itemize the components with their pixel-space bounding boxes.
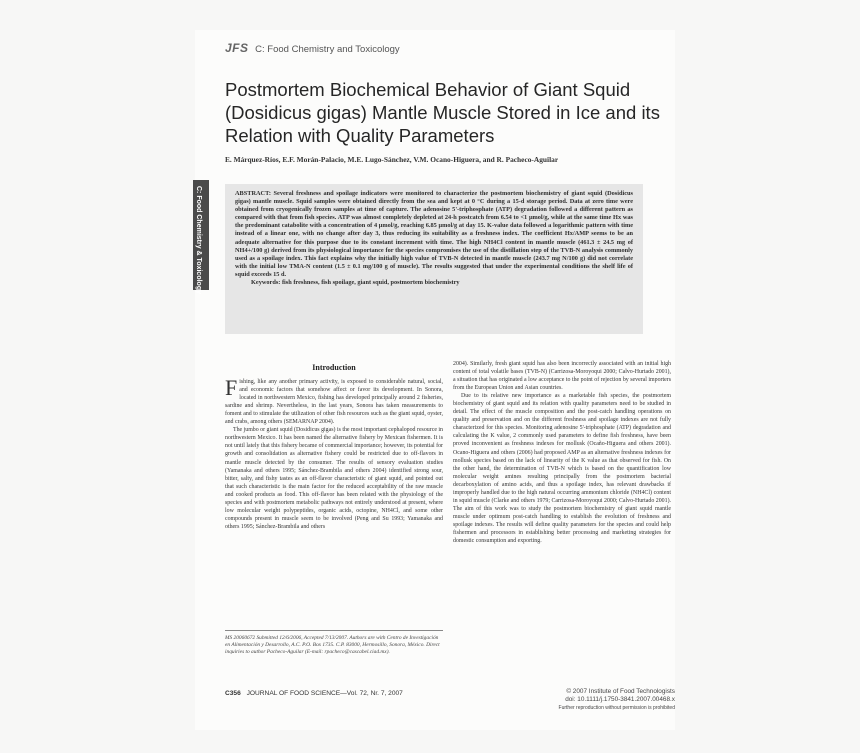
section-side-tab xyxy=(193,180,209,294)
page-footer-right xyxy=(559,688,675,712)
keywords: Keywords: fish freshness, fish spoilage, giant squid, postmortem biochemistry xyxy=(251,279,460,287)
paragraph-text: ishing, like any another primary activity, is exposed to considerable natural, social, and economic factors that somehow affect or favor its development. In Sonora, located in northwestern Mexico, fishing has developed principally around 2 fisheries, sardine and shrimp. Nevertheless, in the last years, Sonora has taken measurements to foment and to stimulate the utilization of other fish resources such as the giant squid, oyster, and crabs, among others (SEMARNAP 2004). xyxy=(225,379,443,426)
copyright-line: © 2007 Institute of Food Technologists xyxy=(566,688,675,695)
side-tab-label: C: Food Chemistry & Toxicology xyxy=(195,186,202,294)
paragraph: Due to its relative new importance as a marketable fish species, the postmortem biochemistry of giant squid and its relation with quality parameters need to be studied in detail. The effect of the muscle composition and the post-catch handling operations on quality and preservation and on the different freshness and spoilage indexes are not fully characterized for this species. Monitoring adenosine 5'-triphosphate (ATP) degradation and calculating the K value, 2 commonly used parameters to define fish freshness, have been proved inconvenient as freshness indexes for mollusk (Ocaño-Higuera and others 2001). Ocano-Higuera and others (2006) had proposed AMP as an alternative freshness indexes for mollusk species based on the lack of linearity of the K value as that observed for fish. On the other hand, the determination of TVB-N which is based on the quantification low molecular weight amines resulting principally from the postmortem bacterial decarboxylation of amino acids, and thus a spoilage index, has relevant drawbacks if improperly handled due to the high natural occurring ammonium chloride (NH4Cl) content in squid muscle (Clarke and others 1979; Carrizosa-Moroyoqui 2000; Calvo-Hurtado 2001). The aim of this work was to study the postmortem biochemistry of giant squid mantle muscle under optimum post-catch handling to establish the evolution of freshness and spoilage indexes. The results will define quality parameters for the species and could help fishermen and processors in establishing better processing and marketing strategies for domestic consumption and exporting. xyxy=(453,393,671,545)
journal-section: C: Food Chemistry and Toxicology xyxy=(255,44,400,55)
abstract-text: ABSTRACT: Several freshness and spoilage indicators were monitored to characterize the postmortem biochemistry of giant squid (Dosidicus gigas) mantle muscle. Squid samples were obtained directly from the sea and kept at 0 °C during a 15-d storage period. Data at zero time were obtained from cryogenically frozen samples at time of capture. The adenosine 5'-triphosphate (ATP) degradation followed a different pattern as compared with that from fish species. ATP was almost completely depleted at 24-h postcatch from 6.54 to <1 μmol/g, while at the same time Hx was the predominant catabolite with a concentration of 4 μmol/g, reaching 6.85 μmol/g at day 15. K-value data followed a logarithmic pattern with time instead of a linear one, with no change after day 3, thus reducing its suitability as a freshness index. The coefficient Hx/AMP seems to be an adequate alternative for this purpose due to its constant increment with time. The high NH4Cl content in mantle muscle (461.3 ± 24.5 mg of NH4+/100 g) derived from its physiological importance for the species compromises the use of the distillation step of the TVB-N analysis commonly used as a spoilage index. This fact explains why the initially high value of TVB-N detected in mantle muscle (243.7 mg N/100 g) did not correlate with the initial low TMA-N content (1.5 ± 0.1 mg/100 g of muscle). The results suggested that under the experimental conditions the shelf life of squid exceeds 15 d. xyxy=(235,190,633,278)
paragraph xyxy=(225,375,443,426)
abstract-box xyxy=(225,184,643,334)
paragraph: The jumbo or giant squid (Dosidicus gigas) is the most important cephalopod resource in northwestern Mexico. It has been named the alternative fishery by Mexican fishermen. It is not until lately that this fishery became of commercial importance; however, its potential for growth and consolidation as alternative fishery could be restricted due to off-flavors in mantle muscle detected by the consumer. The results of sensory evaluation studies (Yamanaka and others 1995; Sánchez-Brambila and others 2004) identified strong sour, bitter, salty, and fishy tastes as an off-flavor characteristic of giant squid, and pointed out that such characteristic is the main factor for the reduced acceptability of the raw muscle and cooked products as food. This off-flavor has been related with the physiology of the species and with postmortem metabolic pathways not entirely understood at present, where low molecular weight polypeptides, organic acids, octopine, NH4Cl, and some other compounds present in muscle seem to be involved (Peng and Su 1993; Yamanaka and others 1995; Sánchez-Brambila and others xyxy=(225,427,443,530)
paper-title: Postmortem Biochemical Behavior of Giant Squid (Dosidicus gigas) Mantle Muscle Stored in Ice and its Relation with Quality Parameters xyxy=(225,79,660,146)
submission-footnote: MS 20060672 Submitted 12/6/2006, Accepted 7/13/2007. Authors are with Centro de Investigación en Alimentación y Desarrollo, A.C. P.O. Box 1735. C.P. 83000, Hermosillo, Sonora, México. Direct inquiries to author Pacheco-Aguilar (E-mail: rpacheco@cascabel.ciad.mx). xyxy=(225,630,443,656)
drop-cap: F xyxy=(225,375,238,401)
introduction-heading: Introduction xyxy=(312,363,356,372)
page-number: C356 xyxy=(225,690,241,697)
left-column xyxy=(225,360,443,676)
page-footer-left xyxy=(225,690,403,697)
paragraph: 2004). Similarly, fresh giant squid has also been incorrectly associated with an initial high content of total volatile bases (TVB-N) (Carrizosa-Moroyoqui 2000; Calvo-Hurtado 2001), a situation that has originated a low acceptance to the point of rejection by several importers from the European Union and Asian countries. xyxy=(453,361,671,392)
permission-line: Further reproduction without permission is prohibited xyxy=(558,705,675,711)
journal-citation: JOURNAL OF FOOD SCIENCE—Vol. 72, Nr. 7, 2007 xyxy=(246,690,403,697)
journal-header xyxy=(225,41,400,55)
journal-logo: JFS xyxy=(225,41,249,55)
right-column xyxy=(453,360,671,676)
author-list: E. Márquez-Ríos, E.F. Morán-Palacio, M.E. Lugo-Sánchez, V.M. Ocano-Higuera, and R. Pacheco-Aguilar xyxy=(225,155,559,164)
body-columns xyxy=(225,360,673,676)
doi-line: doi: 10.1111/j.1750-3841.2007.00468.x xyxy=(565,696,675,703)
